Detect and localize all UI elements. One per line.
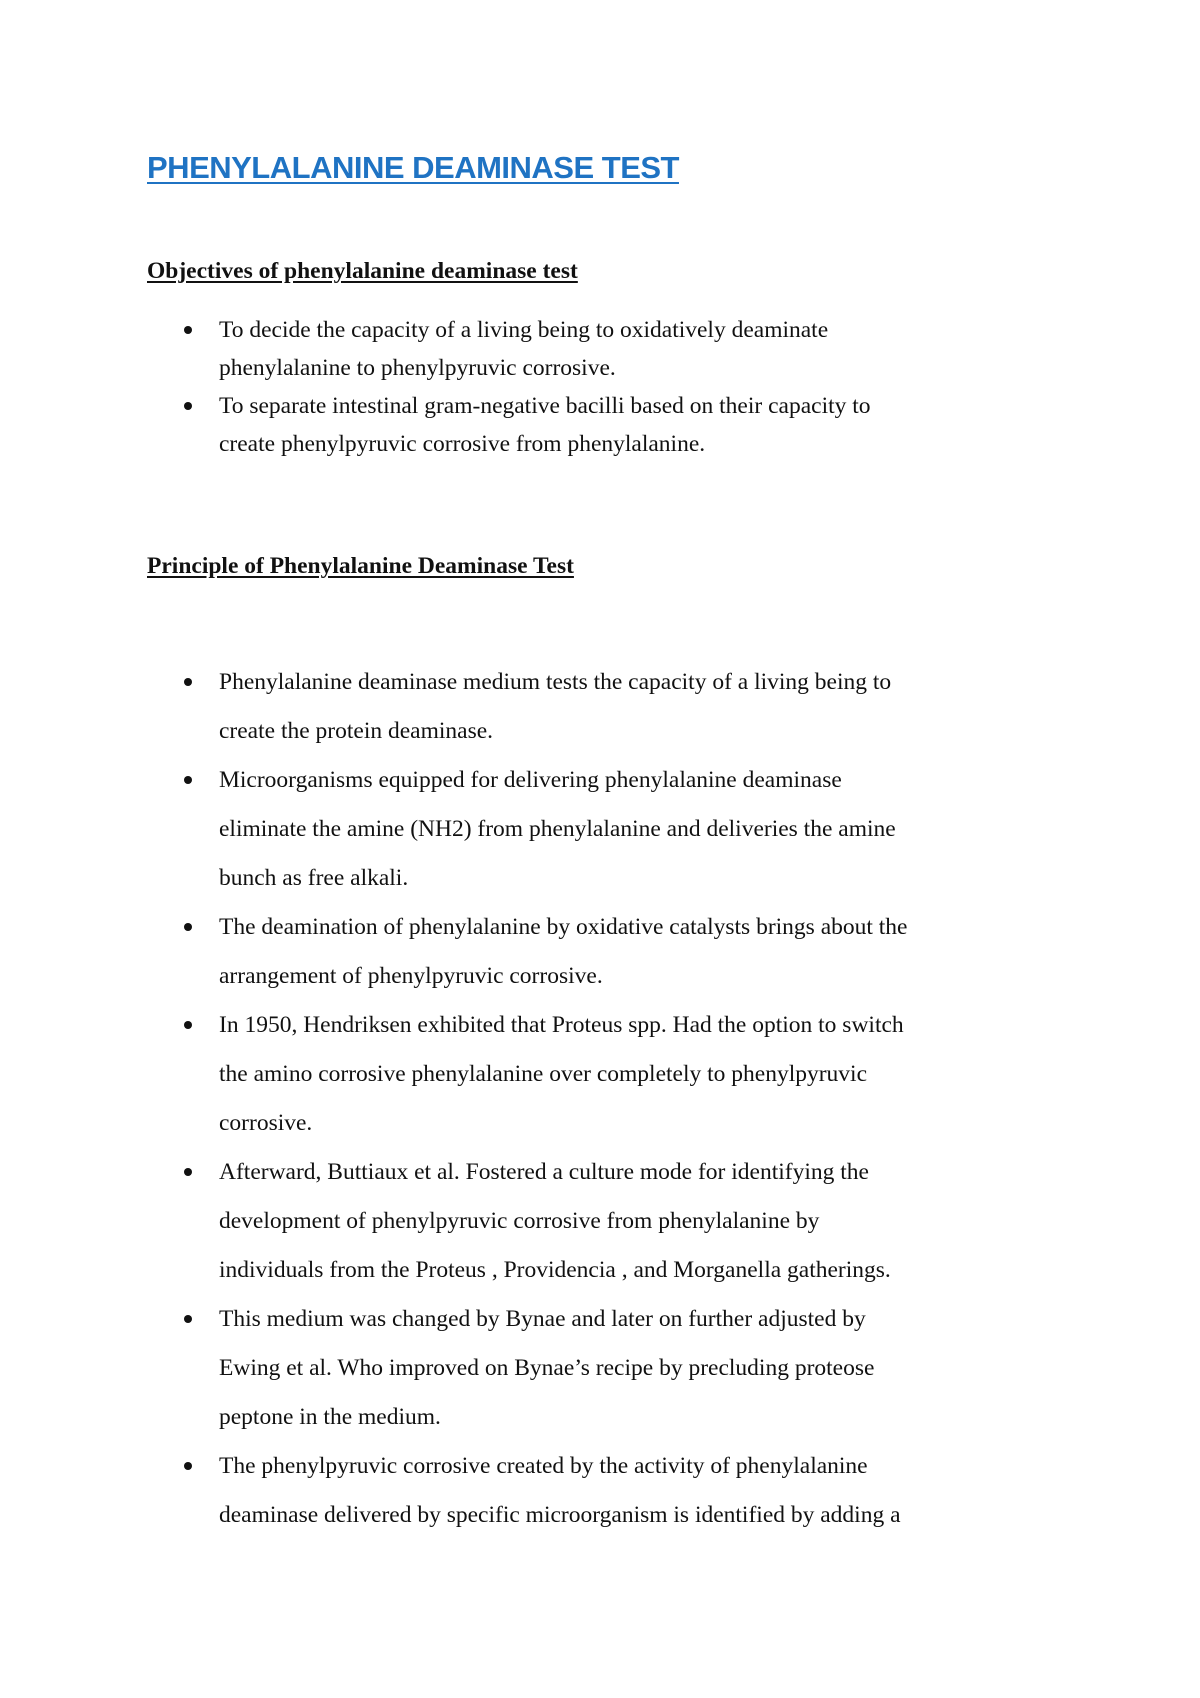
list-item xyxy=(0,1295,1200,1442)
list-item-line: Phenylalanine deaminase medium tests the capacity of a living being to xyxy=(219,669,892,695)
bullet-icon xyxy=(184,1315,192,1323)
list-item xyxy=(0,387,1200,463)
list-item xyxy=(0,1442,1200,1540)
list-item-line: phenylalanine to phenylpyruvic corrosive. xyxy=(219,355,616,381)
bullet-icon xyxy=(184,326,192,334)
list-item-line: peptone in the medium. xyxy=(219,1404,441,1430)
list-item-line: To separate intestinal gram-negative bacilli based on their capacity to xyxy=(219,393,871,419)
list-item-line: eliminate the amine (NH2) from phenylalanine and deliveries the amine xyxy=(219,816,896,842)
list-item-line: individuals from the Proteus , Providencia , and Morganella gatherings. xyxy=(219,1257,891,1283)
bullet-icon xyxy=(184,402,192,410)
list-item-line: deaminase delivered by specific microorganism is identified by adding a xyxy=(219,1502,901,1528)
list-item xyxy=(0,1148,1200,1295)
list-item-line: create phenylpyruvic corrosive from phenylalanine. xyxy=(219,431,706,457)
list-item-line: development of phenylpyruvic corrosive from phenylalanine by xyxy=(219,1208,820,1234)
bullet-icon xyxy=(184,1168,192,1176)
list-item-line: Afterward, Buttiaux et al. Fostered a culture mode for identifying the xyxy=(219,1159,869,1185)
objectives-bullet-list xyxy=(0,311,1200,463)
list-item xyxy=(0,1001,1200,1148)
list-item-line: This medium was changed by Bynae and later on further adjusted by xyxy=(219,1306,866,1332)
list-item-line: the amino corrosive phenylalanine over completely to phenylpyruvic xyxy=(219,1061,868,1087)
bullet-icon xyxy=(184,776,192,784)
list-item xyxy=(0,903,1200,1001)
bullet-icon xyxy=(184,678,192,686)
section-heading-objectives: Objectives of phenylalanine deaminase test xyxy=(147,258,578,284)
bullet-icon xyxy=(184,1462,192,1470)
list-item-line: In 1950, Hendriksen exhibited that Proteus spp. Had the option to switch xyxy=(219,1012,904,1038)
list-item-line: arrangement of phenylpyruvic corrosive. xyxy=(219,963,603,989)
list-item-line: Microorganisms equipped for delivering phenylalanine deaminase xyxy=(219,767,842,793)
list-item xyxy=(0,311,1200,387)
bullet-icon xyxy=(184,923,192,931)
list-item-line: Ewing et al. Who improved on Bynae’s recipe by precluding proteose xyxy=(219,1355,875,1381)
list-item-line: The deamination of phenylalanine by oxidative catalysts brings about the xyxy=(219,914,908,940)
principle-bullet-list xyxy=(0,658,1200,1540)
list-item-line: To decide the capacity of a living being to oxidatively deaminate xyxy=(219,317,829,343)
list-item xyxy=(0,756,1200,903)
section-heading-principle: Principle of Phenylalanine Deaminase Test xyxy=(147,553,574,579)
list-item-line: The phenylpyruvic corrosive created by the activity of phenylalanine xyxy=(219,1453,868,1479)
list-item-line: create the protein deaminase. xyxy=(219,718,494,744)
list-item-line: corrosive. xyxy=(219,1110,313,1136)
document-title: PHENYLALANINE DEAMINASE TEST xyxy=(147,150,679,185)
bullet-icon xyxy=(184,1021,192,1029)
list-item-line: bunch as free alkali. xyxy=(219,865,409,891)
list-item xyxy=(0,658,1200,756)
